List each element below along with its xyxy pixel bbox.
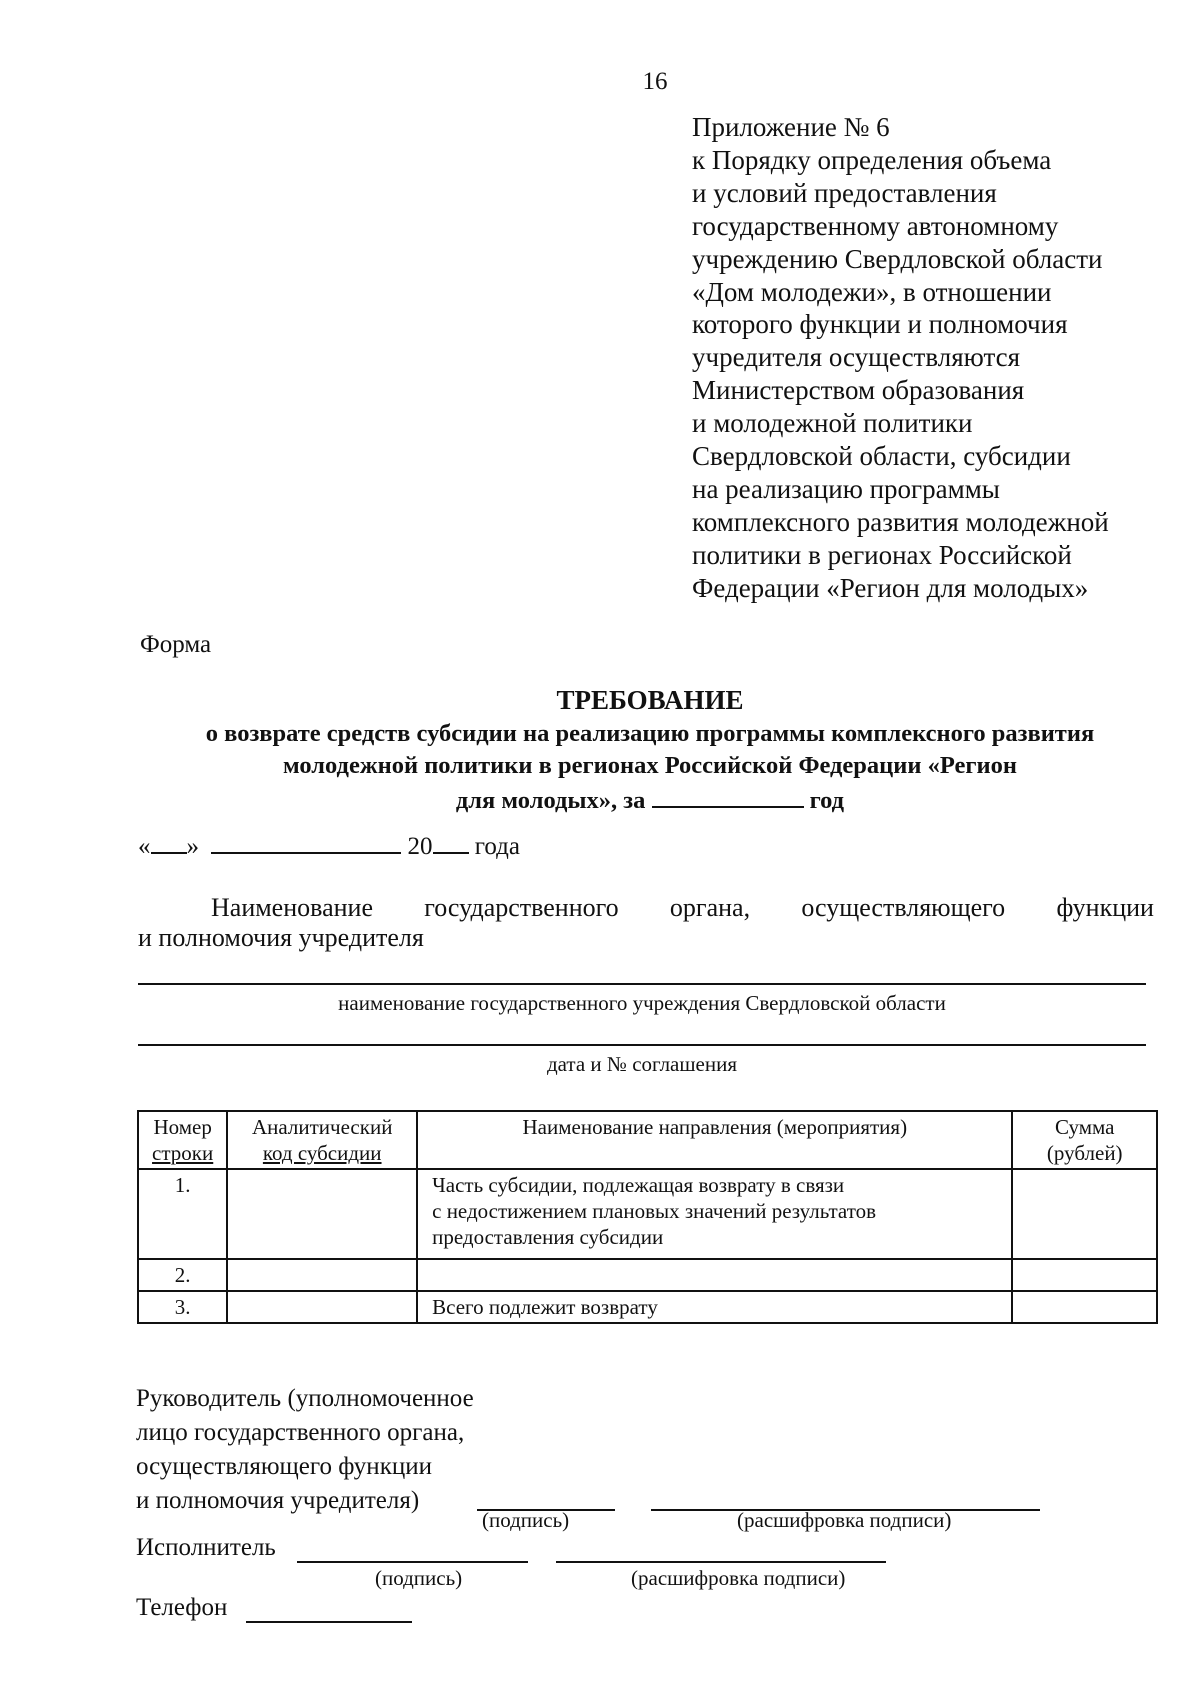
executor-decoding-caption: (расшифровка подписи) [631, 1566, 846, 1590]
paragraph-word: Наименование [211, 893, 373, 922]
header-text: Номер [153, 1115, 212, 1139]
signatory-line: лицо государственного органа, [136, 1419, 465, 1446]
paragraph-word: органа, [669, 893, 751, 922]
direction-text: предоставления субсидии [432, 1225, 664, 1249]
body-paragraph [138, 893, 1154, 953]
row-number-cell: 2. [138, 1259, 227, 1291]
paragraph-line [138, 893, 1154, 923]
appendix-line: и условий предоставления [692, 177, 997, 208]
page-number: 16 [642, 68, 668, 95]
row-number-cell: 3. [138, 1291, 227, 1323]
phone-row [136, 1594, 227, 1622]
subsidy-return-table [137, 1110, 1158, 1324]
phone-field[interactable] [246, 1597, 412, 1623]
month-blank-field[interactable] [211, 828, 401, 854]
open-quote: « [138, 833, 151, 860]
year-blank-field[interactable] [652, 782, 804, 808]
appendix-line: Министерством образования [692, 375, 1025, 406]
appendix-line: Приложение № 6 [692, 112, 890, 142]
table-header-row [138, 1111, 1157, 1169]
agreement-blank-line[interactable] [138, 1044, 1146, 1046]
subtitle-suffix: год [809, 787, 845, 814]
phone-label: Телефон [136, 1594, 228, 1621]
executor-row [136, 1534, 276, 1562]
header-direction [417, 1111, 1012, 1169]
code-cell[interactable] [227, 1169, 417, 1259]
appendix-line: учреждению Свердловской области [692, 243, 1103, 274]
appendix-line: и молодежной политики [692, 408, 973, 439]
paragraph-word: государственного [424, 893, 619, 922]
appendix-line: Федерации «Регион для молодых» [692, 572, 1089, 603]
header-text: Сумма [1055, 1115, 1115, 1139]
executor-label: Исполнитель [136, 1534, 276, 1561]
code-cell[interactable] [227, 1291, 417, 1323]
day-blank-field[interactable] [151, 828, 187, 854]
appendix-line: государственному автономному [692, 210, 1059, 241]
appendix-line: комплексного развития молодежной [692, 506, 1109, 537]
signatory-line: Руководитель (уполномоченное [136, 1385, 474, 1412]
subtitle-prefix: для молодых», за [455, 787, 646, 814]
year-suffix: года [474, 833, 520, 860]
year-prefix: 20 [407, 833, 433, 860]
sum-cell[interactable] [1012, 1259, 1157, 1291]
head-signature-caption: (подпись) [482, 1508, 570, 1532]
form-label: Форма [140, 631, 212, 658]
table-row [138, 1291, 1157, 1323]
appendix-line: учредителя осуществляются [692, 342, 1020, 373]
direction-text: Часть субсидии, подлежащая возврату в связи [432, 1173, 845, 1197]
sum-cell[interactable] [1012, 1291, 1157, 1323]
signatory-line [136, 1484, 474, 1518]
subtitle-line: о возврате средств субсидии на реализацию программы комплексного развития [205, 720, 1095, 747]
table-row [138, 1259, 1157, 1291]
executor-signature-caption: (подпись) [375, 1566, 463, 1590]
header-text: Аналитический [251, 1115, 393, 1139]
header-row-number [138, 1111, 227, 1169]
appendix-line: к Порядку определения объема [692, 144, 1052, 175]
header-text: Наименование направления (мероприятия) [522, 1115, 908, 1139]
paragraph-line: и полномочия учредителя [138, 923, 424, 952]
appendix-line: «Дом молодежи», в отношении [692, 276, 1052, 307]
header-text: код субсидии [262, 1141, 382, 1165]
date-line [138, 828, 520, 861]
code-cell[interactable] [227, 1259, 417, 1291]
row-number-cell: 1. [138, 1169, 227, 1259]
year-digits-blank-field[interactable] [433, 828, 469, 854]
appendix-line: политики в регионах Российской [692, 539, 1072, 570]
executor-signature-field[interactable] [297, 1537, 528, 1563]
paragraph-word: функции [1056, 893, 1154, 922]
sum-cell[interactable] [1012, 1169, 1157, 1259]
executor-decoding-field[interactable] [556, 1537, 886, 1563]
direction-text: с недостижением плановых значений результатов [432, 1199, 877, 1223]
direction-cell [417, 1169, 1012, 1259]
signatory-line: осуществляющего функции [136, 1453, 432, 1480]
appendix-line: которого функции и полномочия [692, 309, 1068, 340]
subtitle-line: молодежной политики в регионах Российской Федерации «Регион [282, 752, 1018, 779]
header-code [227, 1111, 417, 1169]
header-text: (рублей) [1046, 1141, 1123, 1165]
institution-caption: наименование государственного учреждения Свердловской области [338, 991, 946, 1015]
document-title: ТРЕБОВАНИЕ [556, 685, 744, 715]
header-sum [1012, 1111, 1157, 1169]
appendix-block [692, 111, 1182, 605]
agreement-caption: дата и № соглашения [546, 1052, 738, 1076]
paragraph-word: осуществляющего [801, 893, 1006, 922]
header-text: строки [152, 1141, 214, 1165]
head-decoding-caption: (расшифровка подписи) [737, 1508, 952, 1532]
document-subtitle [130, 718, 1170, 817]
subtitle-line-year [130, 782, 1170, 817]
appendix-line: на реализацию программы [692, 473, 1000, 504]
head-signature-block [136, 1382, 474, 1518]
close-quote: » [186, 833, 199, 860]
institution-blank-line[interactable] [138, 983, 1146, 985]
table-row [138, 1169, 1157, 1259]
signatory-text: и полномочия учредителя) [136, 1487, 420, 1514]
direction-cell[interactable] [417, 1259, 1012, 1291]
direction-cell: Всего подлежит возврату [417, 1291, 1012, 1323]
appendix-line: Свердловской области, субсидии [692, 441, 1071, 472]
